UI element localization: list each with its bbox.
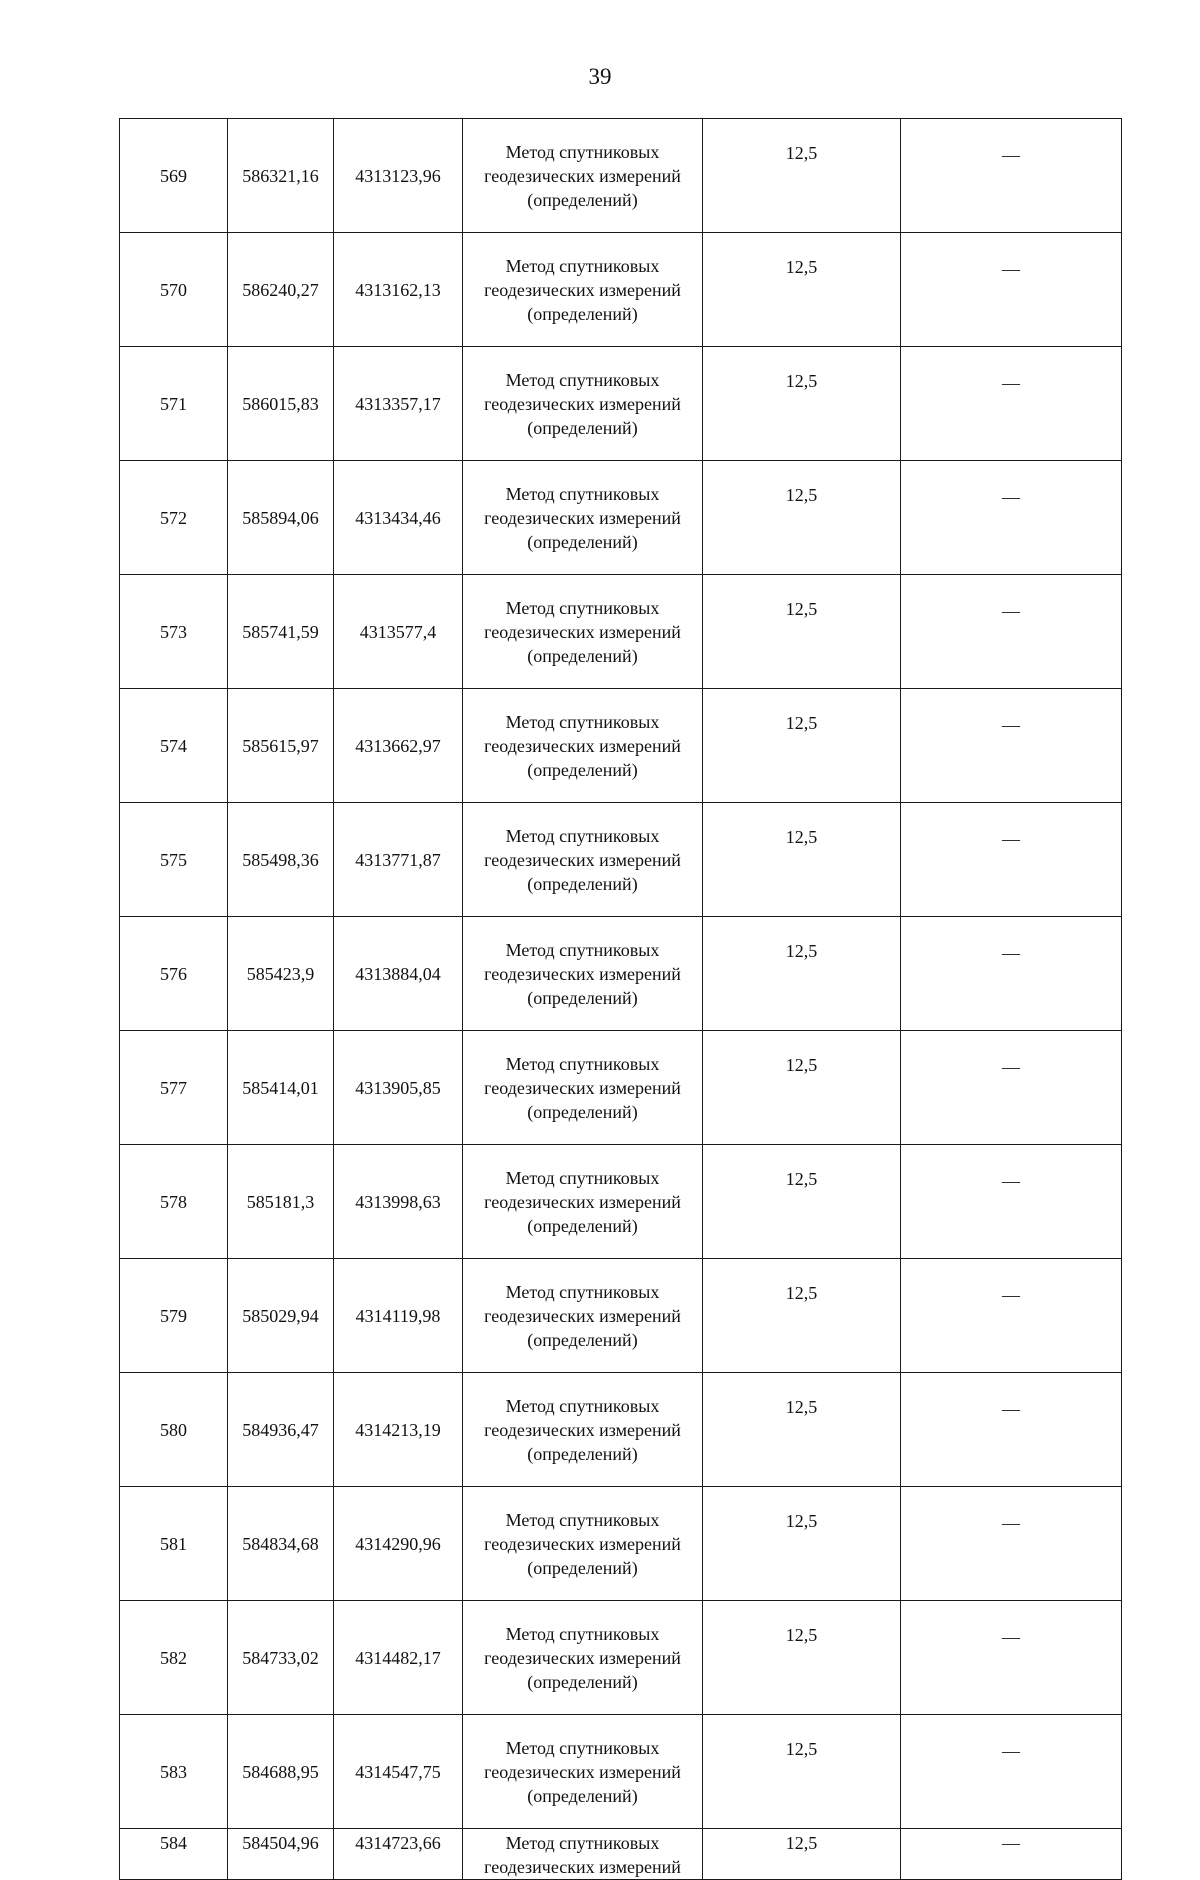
method-line: Метод спутниковых (505, 825, 660, 846)
accuracy-cell: 12,5 (703, 1145, 901, 1259)
method-cell (463, 1259, 703, 1373)
table-row (120, 575, 1122, 689)
description-cell (901, 1031, 1122, 1145)
method-line: (определений) (527, 645, 638, 666)
table-row (120, 917, 1122, 1031)
coordinates-table (119, 118, 1122, 1880)
description-cell (901, 1601, 1122, 1715)
method-line: (определений) (527, 303, 638, 324)
dash-mark: — (1002, 1741, 1020, 1761)
method-line: Метод спутниковых (505, 141, 660, 162)
method-line: (определений) (527, 987, 638, 1008)
point-number-cell: 574 (120, 689, 228, 803)
method-cell (463, 803, 703, 917)
point-number-cell: 580 (120, 1373, 228, 1487)
description-cell (901, 119, 1122, 233)
table-row (120, 233, 1122, 347)
accuracy-cell: 12,5 (703, 1487, 901, 1601)
description-cell (901, 461, 1122, 575)
dash-mark: — (1002, 1171, 1020, 1191)
y-coordinate-cell: 4314290,96 (334, 1487, 463, 1601)
y-coordinate-cell: 4313357,17 (334, 347, 463, 461)
method-cell (463, 1373, 703, 1487)
y-coordinate-cell: 4313998,63 (334, 1145, 463, 1259)
method-line: (определений) (527, 189, 638, 210)
point-number-cell: 584 (120, 1829, 228, 1880)
method-line: Метод спутниковых (505, 939, 660, 960)
description-cell (901, 803, 1122, 917)
method-line: геодезических измерений (484, 393, 681, 414)
method-cell (463, 1601, 703, 1715)
method-line: Метод спутниковых (505, 1509, 660, 1530)
method-line: (определений) (527, 759, 638, 780)
dash-mark: — (1002, 1513, 1020, 1533)
table-row (120, 1031, 1122, 1145)
method-cell (463, 1829, 703, 1880)
method-line: геодезических измерений (484, 963, 681, 984)
x-coordinate-cell: 585414,01 (228, 1031, 334, 1145)
table-row (120, 119, 1122, 233)
table-row (120, 1601, 1122, 1715)
y-coordinate-cell: 4313905,85 (334, 1031, 463, 1145)
method-line: геодезических измерений (484, 1647, 681, 1668)
dash-mark: — (1002, 943, 1020, 963)
method-cell (463, 575, 703, 689)
method-line: Метод спутниковых (505, 483, 660, 504)
dash-mark: — (1002, 1833, 1020, 1853)
point-number-cell: 577 (120, 1031, 228, 1145)
x-coordinate-cell: 585894,06 (228, 461, 334, 575)
method-line: геодезических измерений (484, 1857, 681, 1877)
dash-mark: — (1002, 145, 1020, 165)
dash-mark: — (1002, 601, 1020, 621)
method-cell (463, 1487, 703, 1601)
accuracy-cell: 12,5 (703, 1373, 901, 1487)
accuracy-cell: 12,5 (703, 1031, 901, 1145)
dash-mark: — (1002, 1285, 1020, 1305)
x-coordinate-cell: 584733,02 (228, 1601, 334, 1715)
method-line: (определений) (527, 417, 638, 438)
point-number-cell: 573 (120, 575, 228, 689)
x-coordinate-cell: 585741,59 (228, 575, 334, 689)
dash-mark: — (1002, 259, 1020, 279)
table-row (120, 1829, 1122, 1880)
table-body (120, 119, 1122, 1880)
description-cell (901, 1145, 1122, 1259)
description-cell (901, 1487, 1122, 1601)
x-coordinate-cell: 584688,95 (228, 1715, 334, 1829)
method-cell (463, 689, 703, 803)
y-coordinate-cell: 4314213,19 (334, 1373, 463, 1487)
description-cell (901, 1715, 1122, 1829)
method-line: Метод спутниковых (505, 1833, 660, 1853)
y-coordinate-cell: 4313884,04 (334, 917, 463, 1031)
x-coordinate-cell: 584936,47 (228, 1373, 334, 1487)
accuracy-cell: 12,5 (703, 233, 901, 347)
method-line: (определений) (527, 1557, 638, 1578)
dash-mark: — (1002, 487, 1020, 507)
method-line: геодезических измерений (484, 279, 681, 300)
point-number-cell: 579 (120, 1259, 228, 1373)
y-coordinate-cell: 4313577,4 (334, 575, 463, 689)
dash-mark: — (1002, 715, 1020, 735)
method-line: геодезических измерений (484, 1191, 681, 1212)
x-coordinate-cell: 586015,83 (228, 347, 334, 461)
table-row (120, 347, 1122, 461)
method-line: геодезических измерений (484, 165, 681, 186)
y-coordinate-cell: 4314547,75 (334, 1715, 463, 1829)
accuracy-cell: 12,5 (703, 1601, 901, 1715)
y-coordinate-cell: 4313434,46 (334, 461, 463, 575)
x-coordinate-cell: 586321,16 (228, 119, 334, 233)
method-cell (463, 119, 703, 233)
method-line: Метод спутниковых (505, 1395, 660, 1416)
method-cell (463, 233, 703, 347)
accuracy-cell: 12,5 (703, 689, 901, 803)
method-line: геодезических измерений (484, 1077, 681, 1098)
x-coordinate-cell: 585181,3 (228, 1145, 334, 1259)
description-cell (901, 575, 1122, 689)
accuracy-cell: 12,5 (703, 575, 901, 689)
method-line: геодезических измерений (484, 849, 681, 870)
method-line: (определений) (527, 1671, 638, 1692)
method-line: геодезических измерений (484, 1761, 681, 1782)
method-cell (463, 1145, 703, 1259)
accuracy-cell: 12,5 (703, 917, 901, 1031)
y-coordinate-cell: 4314482,17 (334, 1601, 463, 1715)
point-number-cell: 571 (120, 347, 228, 461)
method-line: геодезических измерений (484, 621, 681, 642)
x-coordinate-cell: 585498,36 (228, 803, 334, 917)
description-cell (901, 233, 1122, 347)
method-line: (определений) (527, 1785, 638, 1806)
method-line: Метод спутниковых (505, 369, 660, 390)
table-row (120, 1715, 1122, 1829)
table-row (120, 1259, 1122, 1373)
table-row (120, 461, 1122, 575)
table-row (120, 1145, 1122, 1259)
method-line: Метод спутниковых (505, 1737, 660, 1758)
accuracy-cell: 12,5 (703, 119, 901, 233)
accuracy-cell: 12,5 (703, 347, 901, 461)
point-number-cell: 581 (120, 1487, 228, 1601)
point-number-cell: 569 (120, 119, 228, 233)
method-line: Метод спутниковых (505, 1281, 660, 1302)
description-cell (901, 347, 1122, 461)
dash-mark: — (1002, 1399, 1020, 1419)
accuracy-cell: 12,5 (703, 803, 901, 917)
table-row (120, 1487, 1122, 1601)
y-coordinate-cell: 4313662,97 (334, 689, 463, 803)
method-cell (463, 1715, 703, 1829)
table-row (120, 803, 1122, 917)
method-line: геодезических измерений (484, 1419, 681, 1440)
y-coordinate-cell: 4313162,13 (334, 233, 463, 347)
method-line: (определений) (527, 1215, 638, 1236)
method-line: Метод спутниковых (505, 1623, 660, 1644)
x-coordinate-cell: 585615,97 (228, 689, 334, 803)
method-cell (463, 461, 703, 575)
method-line: (определений) (527, 873, 638, 894)
x-coordinate-cell: 586240,27 (228, 233, 334, 347)
method-cell (463, 917, 703, 1031)
point-number-cell: 570 (120, 233, 228, 347)
point-number-cell: 583 (120, 1715, 228, 1829)
description-cell (901, 917, 1122, 1031)
dash-mark: — (1002, 1627, 1020, 1647)
method-line: геодезических измерений (484, 1533, 681, 1554)
method-line: геодезических измерений (484, 735, 681, 756)
point-number-cell: 578 (120, 1145, 228, 1259)
point-number-cell: 575 (120, 803, 228, 917)
method-line: (определений) (527, 1101, 638, 1122)
method-line: Метод спутниковых (505, 711, 660, 732)
method-line: (определений) (527, 1443, 638, 1464)
method-line: Метод спутниковых (505, 1167, 660, 1188)
point-number-cell: 582 (120, 1601, 228, 1715)
accuracy-cell: 12,5 (703, 461, 901, 575)
method-line: геодезических измерений (484, 507, 681, 528)
x-coordinate-cell: 584834,68 (228, 1487, 334, 1601)
y-coordinate-cell: 4314723,66 (334, 1829, 463, 1880)
description-cell (901, 1829, 1122, 1880)
accuracy-cell: 12,5 (703, 1715, 901, 1829)
x-coordinate-cell: 585423,9 (228, 917, 334, 1031)
method-line: Метод спутниковых (505, 597, 660, 618)
y-coordinate-cell: 4313123,96 (334, 119, 463, 233)
table-row (120, 689, 1122, 803)
method-line: Метод спутниковых (505, 1053, 660, 1074)
y-coordinate-cell: 4313771,87 (334, 803, 463, 917)
method-line: (определений) (527, 1329, 638, 1350)
description-cell (901, 1259, 1122, 1373)
dash-mark: — (1002, 373, 1020, 393)
table-row (120, 1373, 1122, 1487)
y-coordinate-cell: 4314119,98 (334, 1259, 463, 1373)
method-cell (463, 1031, 703, 1145)
point-number-cell: 572 (120, 461, 228, 575)
point-number-cell: 576 (120, 917, 228, 1031)
page-number: 39 (588, 64, 612, 89)
method-line: геодезических измерений (484, 1305, 681, 1326)
method-line: (определений) (527, 531, 638, 552)
accuracy-cell: 12,5 (703, 1259, 901, 1373)
dash-mark: — (1002, 829, 1020, 849)
description-cell (901, 1373, 1122, 1487)
dash-mark: — (1002, 1057, 1020, 1077)
accuracy-cell: 12,5 (703, 1829, 901, 1880)
description-cell (901, 689, 1122, 803)
x-coordinate-cell: 585029,94 (228, 1259, 334, 1373)
method-line: Метод спутниковых (505, 255, 660, 276)
x-coordinate-cell: 584504,96 (228, 1829, 334, 1880)
method-cell (463, 347, 703, 461)
